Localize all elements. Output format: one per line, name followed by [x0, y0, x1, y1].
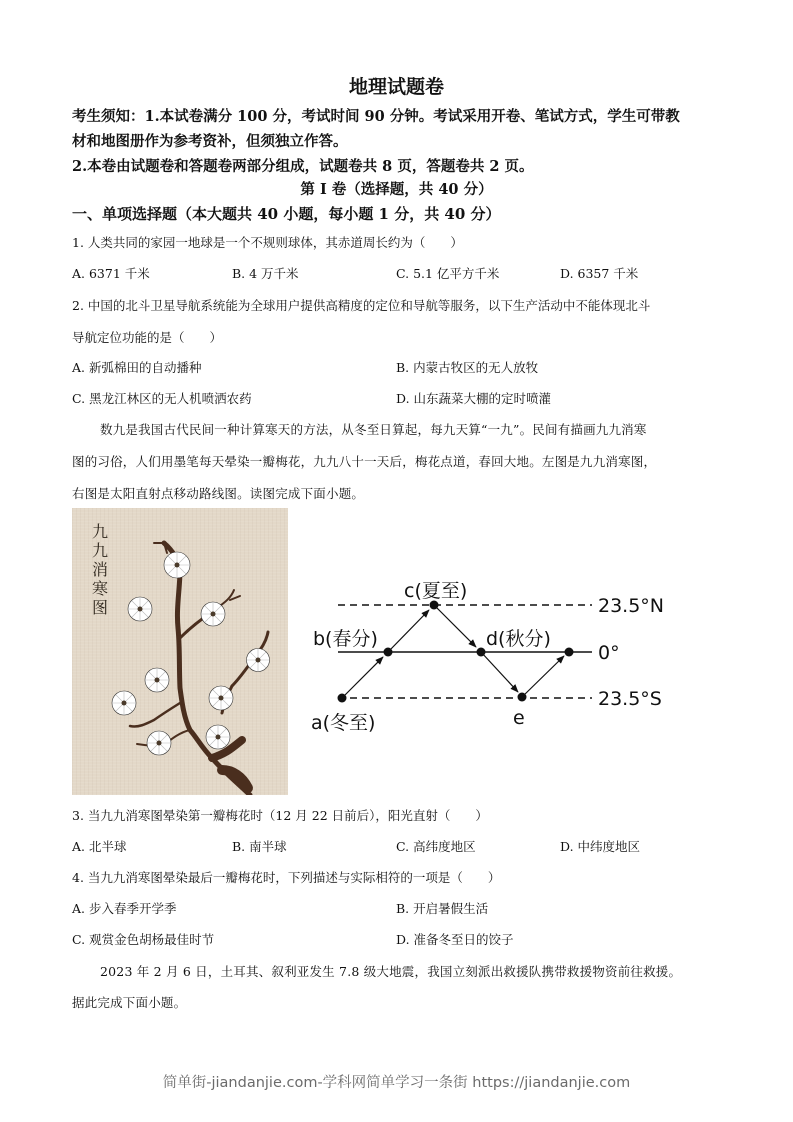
label-c: c(夏至): [404, 580, 468, 602]
question-4-stem: 4. 当九九消寒图晕染最后一瓣梅花时，下列描述与实际相符的一项是（ ）: [72, 870, 501, 885]
label-23-5-s: 23.5°S: [598, 688, 662, 710]
point-end: [565, 648, 574, 657]
passage-2-line-1: 2023 年 2 月 6 日，土耳其、叙利亚发生 7.8 级大地震，我国立刻派出救援队携带救援物资前往救援。: [100, 964, 682, 979]
question-3-option-b: B. 南半球: [232, 839, 287, 854]
notice-line-2: 材和地图册作为参考资补，但须独立作答。: [72, 133, 348, 150]
question-1-stem: 1. 人类共同的家园一地球是一个不规则球体，其赤道周长约为（ ）: [72, 235, 463, 250]
question-4-option-c: C. 观赏金色胡杨最佳时节: [72, 932, 215, 947]
question-1-option-a: A. 6371 千米: [72, 266, 150, 281]
label-e: e: [513, 707, 525, 729]
question-2-option-d: D. 山东蔬菜大棚的定时喷灌: [396, 391, 552, 406]
point-e: [518, 693, 527, 702]
question-1-option-d: D. 6357 千米: [560, 266, 639, 281]
notice-line-3: 2.本卷由试题卷和答题卷两部分组成，试题卷共 8 页，答题卷共 2 页。: [72, 158, 534, 175]
part-title: 第 I 卷（选择题，共 40 分）: [300, 181, 493, 198]
page-title: 地理试题卷: [348, 76, 444, 98]
question-2-stem-line-2: 导航定位功能的是（ ）: [72, 330, 223, 345]
question-1-option-b: B. 4 万千米: [232, 266, 299, 281]
question-4-option-d: D. 准备冬至日的饺子: [396, 932, 514, 947]
question-1-option-c: C. 5.1 亿平方千米: [396, 266, 500, 281]
plum-blossom-figure: [72, 508, 288, 795]
subsolar-point-path-diagram: [300, 570, 690, 740]
question-3-option-c: C. 高纬度地区: [396, 839, 476, 854]
passage-2-line-2: 据此完成下面小题。: [72, 995, 187, 1010]
question-3-option-a: A. 北半球: [72, 839, 127, 854]
question-2-stem-line-1: 2. 中国的北斗卫星导航系统能为全球用户提供高精度的定位和导航等服务，以下生产活动中不能体现北斗: [72, 298, 651, 313]
question-4-option-b: B. 开启暑假生活: [396, 901, 489, 916]
question-3-stem: 3. 当九九消寒图晕染第一瓣梅花时（12 月 22 日前后），阳光直射（ ）: [72, 808, 488, 823]
section-title: 一、单项选择题（本大题共 40 小题，每小题 1 分，共 40 分）: [72, 205, 501, 223]
question-4-option-a: A. 步入春季开学季: [72, 901, 177, 916]
question-2-option-b: B. 内蒙古牧区的无人放牧: [396, 360, 539, 375]
point-d: [477, 648, 486, 657]
plum-branch-illustration: [72, 508, 288, 795]
question-2-option-c: C. 黑龙江林区的无人机喷洒农药: [72, 391, 252, 406]
question-3-option-d: D. 中纬度地区: [560, 839, 641, 854]
notice-line-1: 考生须知：1.本试卷满分 100 分，考试时间 90 分钟。考试采用开卷、笔试方式，学生可带教: [72, 108, 680, 125]
question-2-option-a: A. 新弧棉田的自动播种: [72, 360, 202, 375]
passage-1-line-3: 右图是太阳直射点移动路线图。读图完成下面小题。: [72, 486, 365, 501]
label-a: a(冬至): [311, 712, 376, 734]
figure-caption-vertical: 九九消寒图: [92, 522, 109, 617]
label-b: b(春分): [313, 628, 378, 650]
passage-1-line-1: 数九是我国古代民间一种计算寒天的方法，从冬至日算起，每九天算“一九”。民间有描画九九消寒: [100, 422, 647, 437]
passage-1-line-2: 图的习俗，人们用墨笔每天晕染一瓣梅花，九九八十一天后，梅花点道，春回大地。左图是九九消寒图，: [72, 454, 657, 469]
label-23-5-n: 23.5°N: [598, 595, 665, 617]
point-b: [384, 648, 393, 657]
label-equator: 0°: [598, 642, 620, 664]
point-a: [338, 694, 347, 703]
label-d: d(秋分): [486, 628, 551, 650]
footer-watermark: 简单街-jiandanjie.com-学科网简单学习一条街 https://jiandanjie.com: [162, 1075, 631, 1091]
